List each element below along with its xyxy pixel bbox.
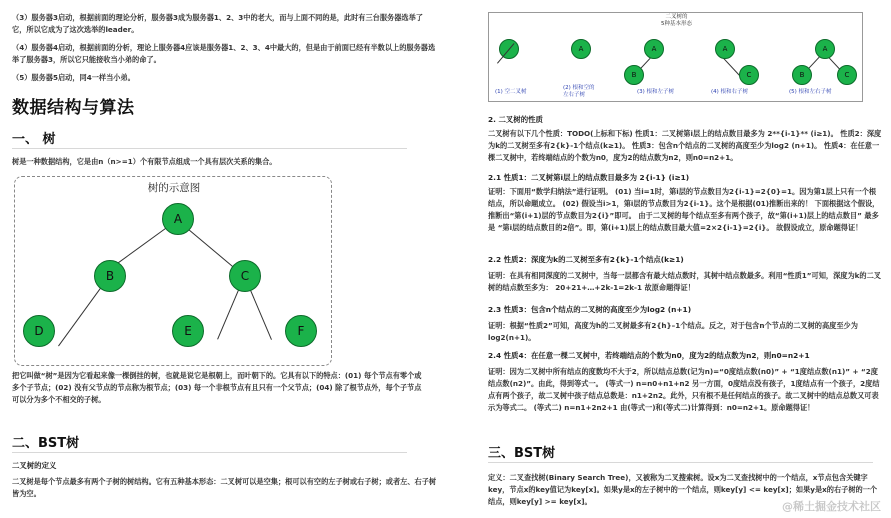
- bst-definition: 定义：二叉查找树(Binary Search Tree)，又被称为二叉搜索树。设x为二叉查找树中的一个结点，x节点包含关键字key，节点x的key值记为key[x]。如果y是x的左子树中的一个结点，则key[y] <= key[x]；如果y是x的右子树的一个结点，则key[y] >= key[x]。: [488, 473, 878, 506]
- form2-root: A: [571, 39, 591, 59]
- divider: [12, 148, 407, 149]
- property1-heading: 2.1 性质1：二叉树第i层上的结点数目最多为 2{i-1} (i≥1): [488, 173, 690, 182]
- form4-root: A: [715, 39, 735, 59]
- tree-figure: [14, 176, 332, 366]
- section-bst-heading: 二、BST树: [12, 436, 80, 451]
- right-column: [478, 0, 891, 518]
- tree-node-c: C: [229, 260, 261, 292]
- left-column: [0, 0, 443, 518]
- bt-forms-figure: [488, 12, 863, 102]
- tree-node-d: D: [23, 315, 55, 347]
- form4-right: C: [739, 65, 759, 85]
- tree-description: 把它叫做“树”是因为它看起来像一棵倒挂的树，也就是说它是根朝上，而叶朝下的。它具有以下的特点：(01) 每个节点有零个或多个子节点；(02) 没有父节点的节点称为根节点；(03) 每一个非根节点有且只有一个父节点；(04) 除了根节点外，每个子节点可以分为多个不相交的子树。: [12, 371, 422, 404]
- form3-left: B: [624, 65, 644, 85]
- bt-forms-title: 二叉树的 5种基本形态: [661, 14, 692, 27]
- property4-heading: 2.4 性质4：在任意一棵二叉树中，若终端结点的个数为n0，度为2的结点数为n2，则n0=n2+1: [488, 351, 810, 360]
- property2-heading: 2.2 性质2：深度为k的二叉树至多有2{k}-1个结点(k≥1): [488, 255, 684, 264]
- divider: [488, 462, 873, 463]
- tree-node-f: F: [285, 315, 317, 347]
- form4-label: (4) 根和右子树: [711, 89, 749, 95]
- form5-left: B: [792, 65, 812, 85]
- form5-root: A: [815, 39, 835, 59]
- property3-proof: 证明：根据“性质2”可知，高度为h的二叉树最多有2{h}–1个结点。反之，对于包含n个节点的二叉树的高度至少为log2(n+1)。: [488, 321, 858, 342]
- property4-proof: 证明：因为二叉树中所有结点的度数均不大于2，所以结点总数(记为n)=“0度结点数(n0)” + “1度结点数(n1)” + “2度结点数(n2)”。由此，得到等式一。 (等式一) n=n0+n1+n2 另一方面，0度结点没有孩子，1度结点有一个孩子，2度结点有两个孩子，故二叉树中孩子结点总数是：n1+2n2。此外，只有根不是任何结点的孩子。故二叉树中的结点总数又可表示为等式二。 (等式二) n=n1+2n2+1 由(等式一)和(等式二)计算得到：n0=n2+1。原命题得证！: [488, 367, 880, 412]
- form5-right: C: [837, 65, 857, 85]
- bt-definition-heading: 二叉树的定义: [12, 461, 57, 470]
- main-title: 数据结构与算法: [12, 98, 135, 118]
- property2-proof: 证明：在具有相同深度的二叉树中，当每一层都含有最大结点数时，其树中结点数最多。利用“性质1”可知，深度为k的二叉树的结点数至多为： 20+21+…+2k-1=2k-1 故原命题得证！: [488, 271, 881, 292]
- tree-figure-title: 树的示意图: [147, 182, 201, 194]
- bt-definition: 二叉树是每个节点最多有两个子树的树结构。它有五种基本形态：二叉树可以是空集；根可以有空的左子树或右子树；或者左、右子树皆为空。: [12, 477, 437, 498]
- tree-node-b: B: [94, 260, 126, 292]
- form3-label: (3) 根和左子树: [637, 89, 675, 95]
- form1-label: (1) 空二叉树: [495, 89, 527, 95]
- form2-label: (2) 根和空的 左右子树: [563, 85, 595, 98]
- form5-label: (5) 根和左右子树: [789, 89, 832, 95]
- property3-heading: 2.3 性质3：包含n个结点的二叉树的高度至少为log2 (n+1): [488, 305, 692, 314]
- section-tree-heading: 一、 树: [12, 132, 56, 147]
- para-server3: （3）服务器3启动，根据前面的理论分析，服务器3成为服务器1、2、3中的老大，而与上面不同的是，此时有三台服务器选举了它，所以它成为了这次选举的leader。: [12, 13, 423, 34]
- tree-node-e: E: [172, 315, 204, 347]
- form3-root: A: [644, 39, 664, 59]
- props-text: 二叉树有以下几个性质：TODO(上标和下标) 性质1：二叉树第i层上的结点数目最多为 2**{i-1}** (i≥1)。 性质2：深度为k的二叉树至多有2{k}-1个结点(k≥1)。 性质3：包含n个结点的二叉树的高度至少为log2 (n+1)。 性质4：在任意一棵二叉树中，若终端结点的个数为n0，度为2的结点数为n2，则n0=n2+1。: [488, 129, 882, 162]
- para-server4: （4）服务器4启动，根据前面的分析，理论上服务器4应该是服务器1、2、3、4中最大的，但是由于前面已经有半数以上的服务器选举了服务器3，所以它只能接收当小弟的命了。: [12, 43, 436, 64]
- para-server5: （5）服务器5启动，同4一样当小弟。: [12, 73, 135, 82]
- property1-proof: 证明：下面用“数学归纳法”进行证明。 (01) 当i=1时，第i层的节点数目为2{i-1}=2{0}=1。因为第1层上只有一个根结点，所以命题成立。 (02) 假设当i>1，第i层的节点数目为2{i-1}。这个是根据(01)推断出来的！ 下面根据这个假设，推断出“第(i+1)层的节点数目为2{i}”即可。 由于二叉树的每个结点至多有两个孩子，故“第(i+1)层上的结点数目” 最多是 “第i层的结点数目的2倍”。即，第(i+1)层上的结点数目最大值=2×2{i-1}=2{i}。 故假设成立，原命题得证！: [488, 187, 880, 232]
- watermark: @稀土掘金技术社区: [782, 500, 881, 513]
- tree-node-a: A: [162, 203, 194, 235]
- form4-edge: [722, 57, 740, 77]
- tree-intro: 树是一种数据结构，它是由n（n>=1）个有限节点组成一个具有层次关系的集合。: [12, 157, 277, 166]
- divider: [12, 452, 407, 453]
- props-heading: 2. 二叉树的性质: [488, 115, 543, 124]
- section-bst-tree-heading: 三、BST树: [488, 446, 556, 461]
